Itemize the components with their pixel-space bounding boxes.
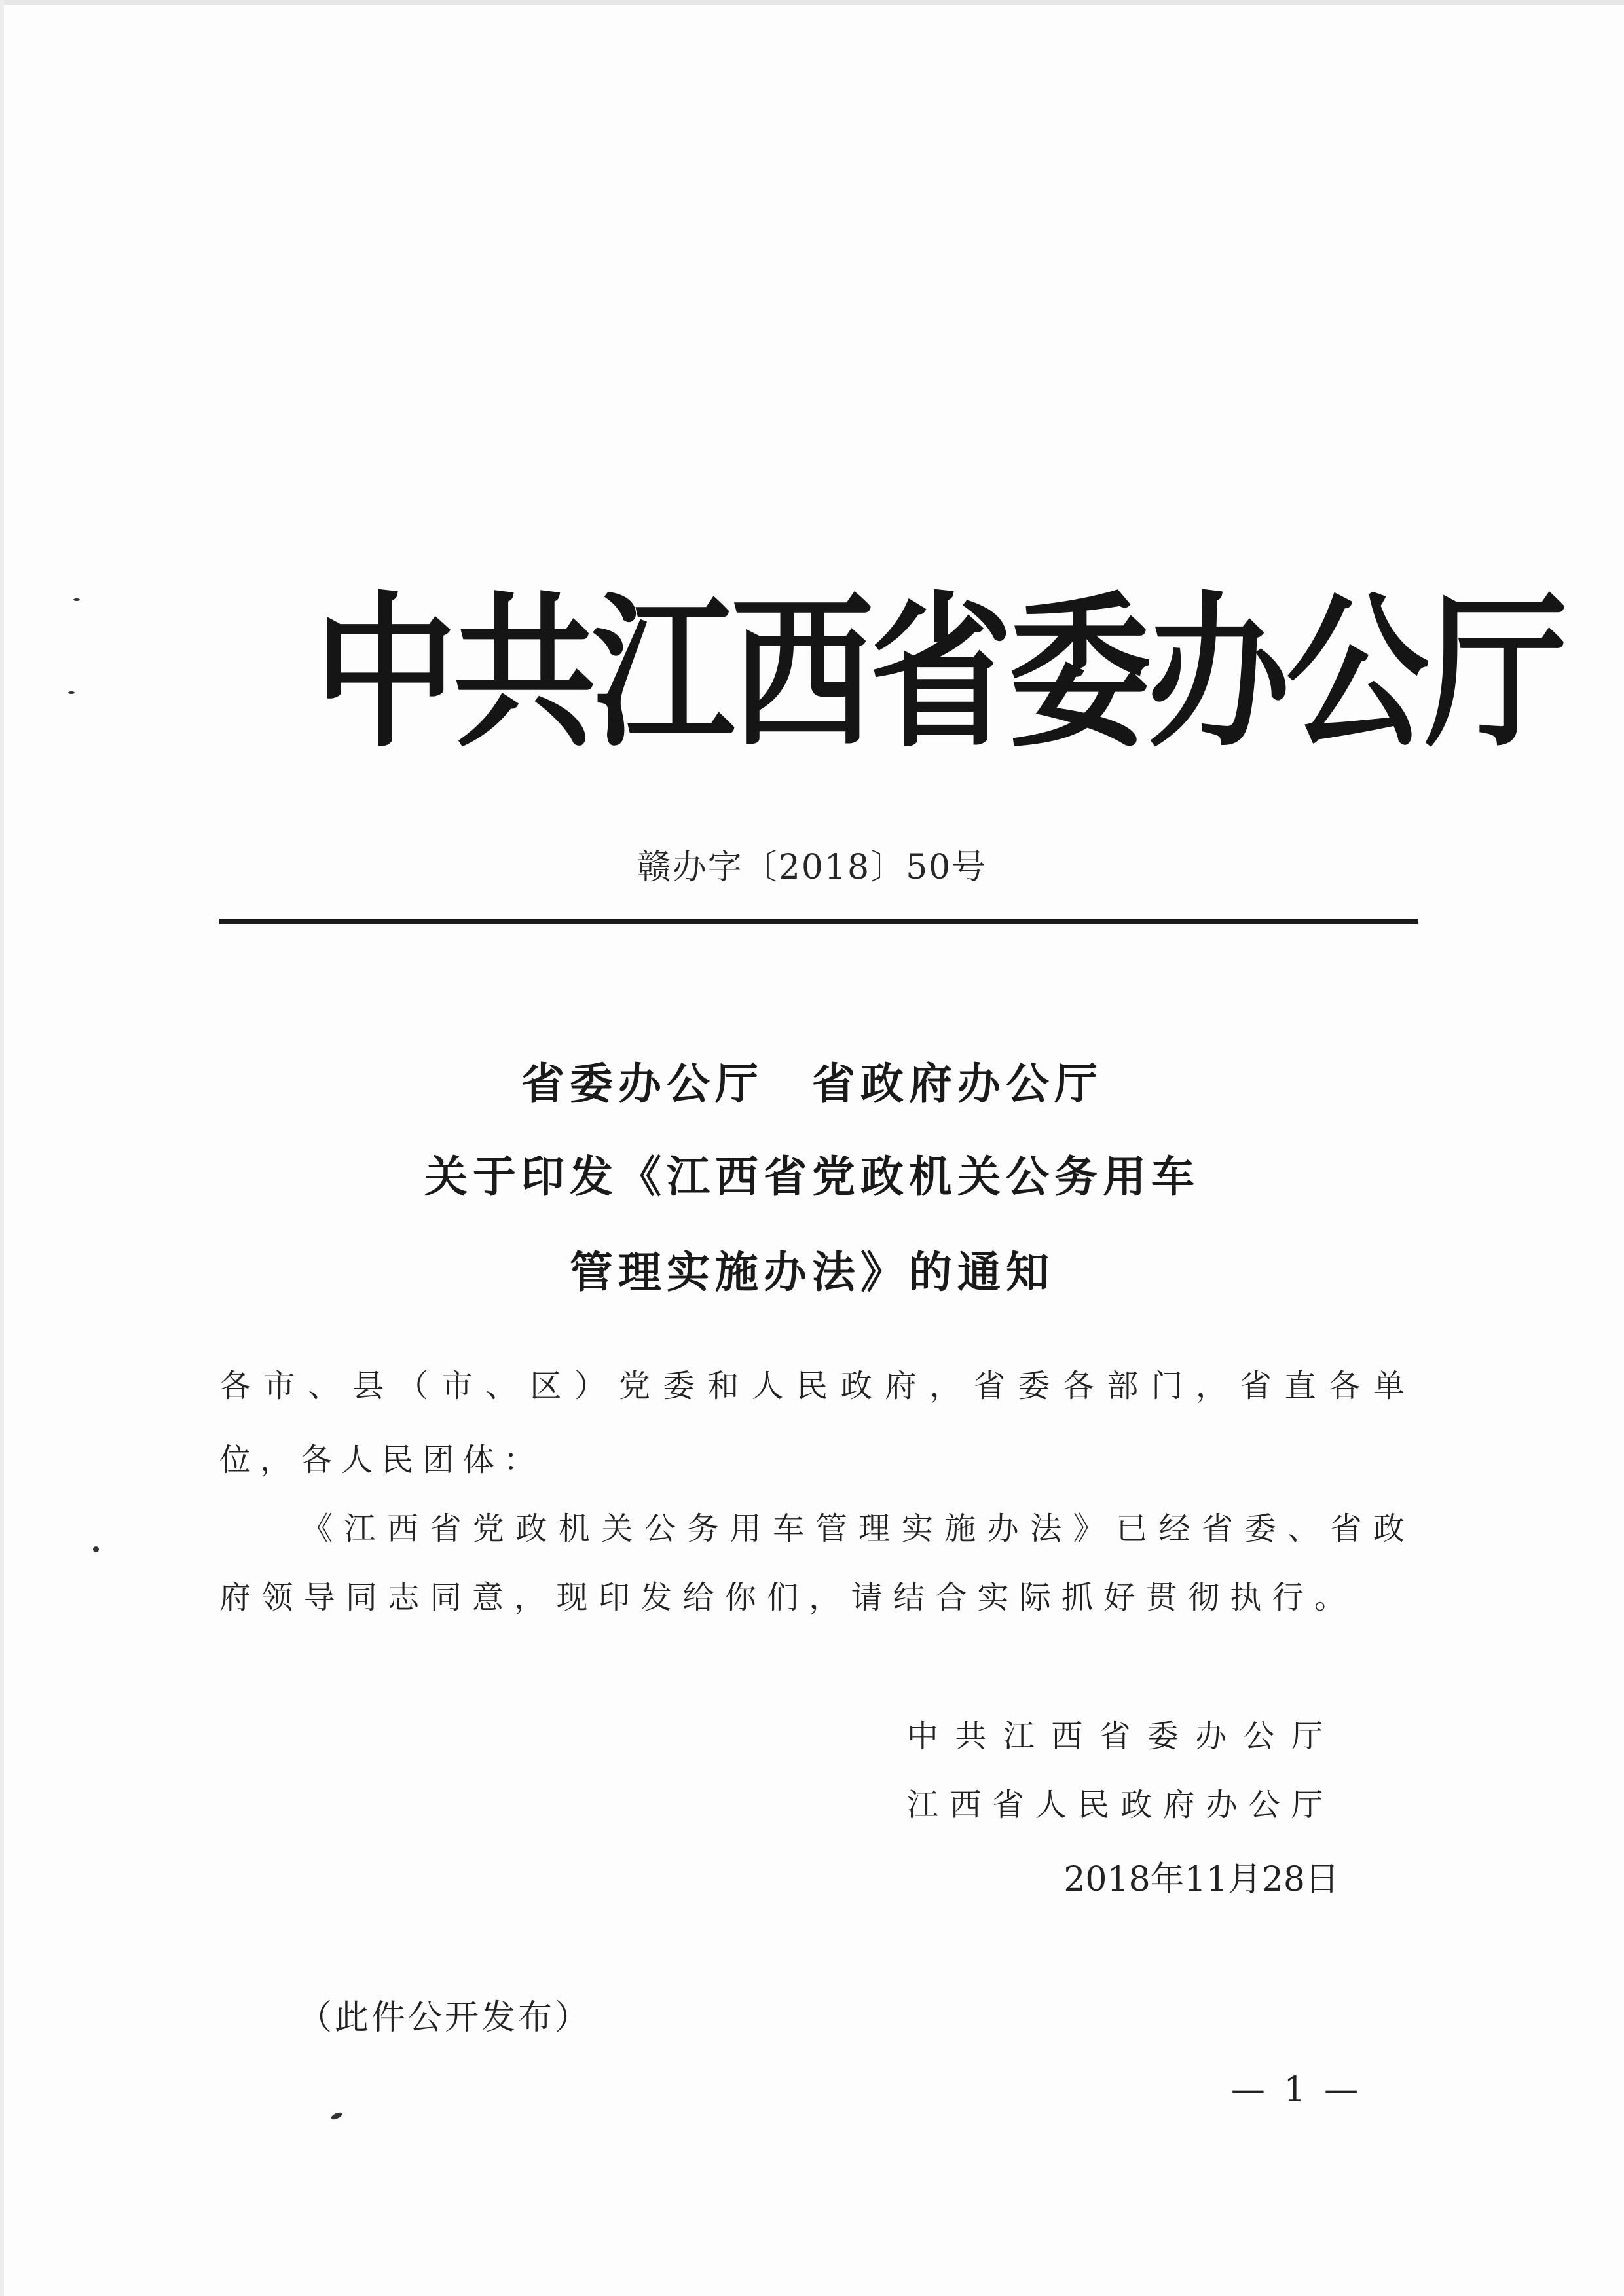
scan-top-edge xyxy=(0,0,1624,5)
title-line-1: 省委办公厅 省政府办公厅 xyxy=(521,1058,1103,1109)
recipients-line-1: 各市、县（市、区）党委和人民政府，省委各部门，省直各单 xyxy=(219,1368,1405,1404)
issue-date: 2018年11月28日 xyxy=(1063,1860,1339,1899)
scan-speck xyxy=(68,691,75,694)
recipients-line-2: 位，各人民团体： xyxy=(219,1442,545,1478)
document-number: 赣办字〔2018〕50号 xyxy=(637,848,987,887)
issuer-heading: 中共江西省委办公厅 xyxy=(314,577,1564,771)
scan-speck xyxy=(93,1546,99,1552)
page-number: — 1 — xyxy=(1230,2070,1363,2109)
scan-speck xyxy=(73,598,80,601)
body-line-2: 府领导同志同意，现印发给你们，请结合实际抓好贯彻执行。 xyxy=(219,1579,1346,1616)
header-divider xyxy=(219,919,1418,924)
publication-note: （此件公开发布） xyxy=(298,1998,592,2037)
title-line-2: 关于印发《江西省党政机关公务用车 xyxy=(424,1151,1200,1202)
scan-speck xyxy=(330,2111,343,2121)
signatory-1: 中共江西省委办公厅 xyxy=(907,1718,1323,1755)
title-line-3: 管理实施办法》的通知 xyxy=(570,1247,1054,1298)
signatory-2: 江西省人民政府办公厅 xyxy=(907,1787,1323,1823)
body-line-1: 《江西省党政机关公务用车管理实施办法》已经省委、省政 xyxy=(301,1510,1405,1547)
